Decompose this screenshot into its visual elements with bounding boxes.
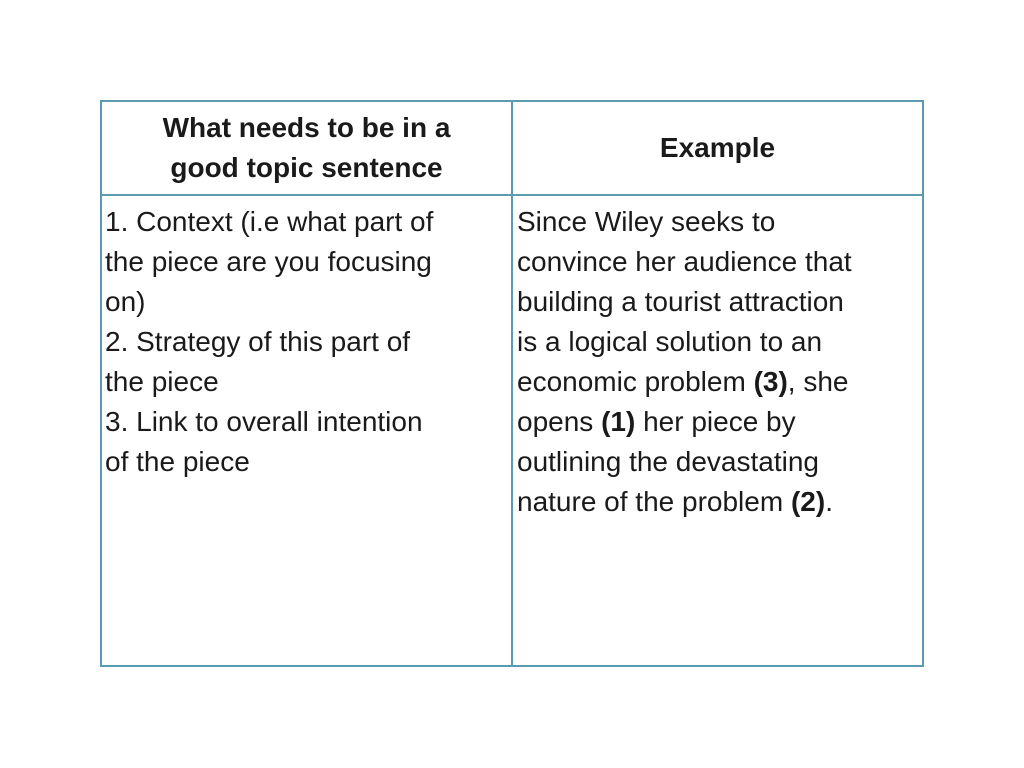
requirements-line: 2. Strategy of this part of <box>105 326 411 357</box>
example-line <box>517 482 918 522</box>
requirements-line: of the piece <box>105 446 250 477</box>
example-line: building a tourist attraction <box>517 286 844 317</box>
requirements-line: the piece <box>105 366 219 397</box>
marker-3: (3) <box>753 366 788 397</box>
requirements-line: 3. Link to overall intention <box>105 406 423 437</box>
requirements-line: on) <box>105 286 146 317</box>
example-line: outlining the devastating <box>517 446 819 477</box>
header-example <box>513 102 922 196</box>
requirements-line: 1. Context (i.e what part of <box>105 206 434 237</box>
example-text-part: her piece by <box>635 406 796 437</box>
example-text-part: , she <box>787 366 849 397</box>
example-line <box>517 362 918 402</box>
requirements-line: the piece are you focusing <box>105 246 432 277</box>
example-text-part: economic problem <box>517 366 754 397</box>
header-example-label: Example <box>659 132 776 163</box>
example-text <box>513 196 922 665</box>
example-text-part: . <box>825 486 833 517</box>
header-requirements <box>102 102 513 196</box>
example-line <box>517 402 918 442</box>
header-requirements-line-1: What needs to be in a <box>162 112 451 143</box>
example-text-part: opens <box>517 406 602 437</box>
marker-2: (2) <box>790 486 826 517</box>
requirements-list <box>102 196 513 665</box>
example-line: Since Wiley seeks to <box>517 206 776 237</box>
topic-sentence-table <box>100 100 924 667</box>
marker-1: (1) <box>601 406 636 437</box>
header-requirements-line-2: good topic sentence <box>170 152 443 183</box>
example-line: convince her audience that <box>517 246 852 277</box>
example-text-part: nature of the problem <box>517 486 791 517</box>
example-line: is a logical solution to an <box>517 326 823 357</box>
